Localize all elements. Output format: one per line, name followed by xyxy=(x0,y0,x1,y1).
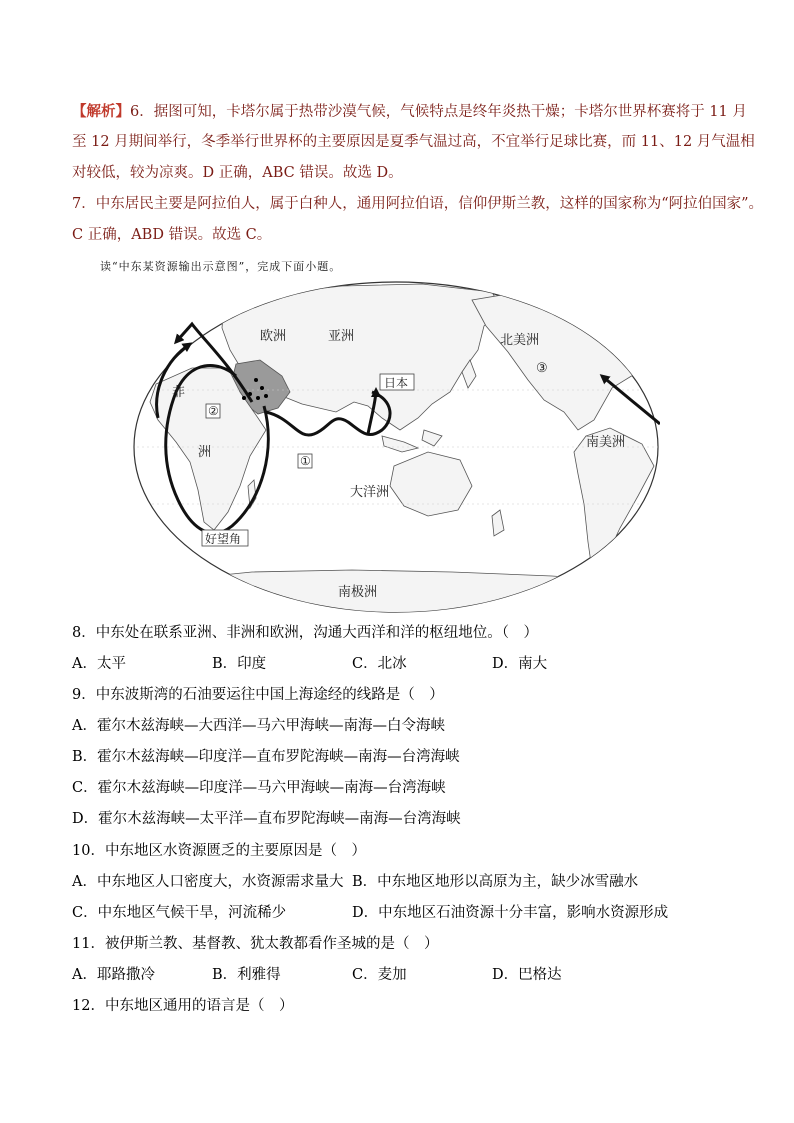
label-africa-1: 非 xyxy=(172,385,186,400)
world-map xyxy=(132,280,660,614)
label-africa-2: 洲 xyxy=(198,445,212,460)
question-8: 8．中东处在联系亚洲、非洲和欧洲，沟通大西洋和洋的枢纽地位。（ ） xyxy=(72,625,538,641)
analysis-line-4: 7．中东居民主要是阿拉伯人，属于白种人，通用阿拉伯语，信仰伊斯兰教，这样的国家称为“阿拉伯国家”。 xyxy=(72,196,764,212)
question-9: 9．中东波斯湾的石油要运往中国上海途经的线路是（ ） xyxy=(72,687,444,703)
label-antarctica: 南极洲 xyxy=(338,585,378,600)
label-route-2: ② xyxy=(208,404,219,418)
q10-option-c: C．中东地区气候干旱，河流稀少 xyxy=(72,905,287,921)
analysis-line-2: 至 12 月期间举行，冬季举行世界杯的主要原因是夏季气温过高，不宜举行足球比赛，而 11、12 月气温相 xyxy=(72,134,755,150)
q11-option-d: D．巴格达 xyxy=(492,967,562,983)
label-south-america: 南美洲 xyxy=(586,435,626,450)
analysis-line-3: 对较低，较为凉爽。D 正确，ABC 错误。故选 D。 xyxy=(72,165,403,181)
label-japan: 日本 xyxy=(384,376,409,390)
q11-option-a: A．耶路撒冷 xyxy=(72,967,155,983)
q8-option-b: B．印度 xyxy=(212,656,267,672)
analysis-line-5: C 正确，ABD 错误。故选 C。 xyxy=(72,227,272,243)
q9-option-c: C．霍尔木兹海峡—印度洋—马六甲海峡—南海—台湾海峡 xyxy=(72,780,446,796)
q10-option-a: A．中东地区人口密度大，水资源需求量大 xyxy=(72,874,344,890)
question-10: 10．中东地区水资源匮乏的主要原因是（ ） xyxy=(72,843,366,859)
q8-option-c: C．北冰 xyxy=(352,656,407,672)
label-route-3: ③ xyxy=(536,361,548,376)
q11-option-c: C．麦加 xyxy=(352,967,407,983)
antarctica-landmass xyxy=(132,570,660,614)
label-cape: 好望角 xyxy=(205,532,242,546)
analysis-line-1-text: 6．据图可知，卡塔尔属于热带沙漠气候，气候特点是终年炎热干燥；卡塔尔世界杯赛将于 11 月 xyxy=(130,104,747,120)
analysis-tag: 【解析】 xyxy=(72,103,130,120)
map-intro: 读“中东某资源输出示意图”，完成下面小题。 xyxy=(100,260,342,273)
q11-option-b: B．利雅得 xyxy=(212,967,281,983)
question-12: 12．中东地区通用的语言是（ ） xyxy=(72,998,294,1014)
answer-analysis xyxy=(72,96,764,251)
label-oceania: 大洋洲 xyxy=(350,485,390,500)
q9-option-b: B．霍尔木兹海峡—印度洋—直布罗陀海峡—南海—台湾海峡 xyxy=(72,749,460,765)
label-route-1: ① xyxy=(300,454,311,468)
q8-option-a: A．太平 xyxy=(72,656,126,672)
label-north-america: 北美洲 xyxy=(500,333,540,348)
q8-option-d: D．南大 xyxy=(492,656,548,672)
q10-option-d: D．中东地区石油资源十分丰富，影响水资源形成 xyxy=(352,905,669,921)
analysis-line-1 xyxy=(72,96,747,127)
label-europe: 欧洲 xyxy=(260,329,287,344)
q9-option-a: A．霍尔木兹海峡—大西洋—马六甲海峡—南海—白令海峡 xyxy=(72,718,445,734)
q9-option-d: D．霍尔木兹海峡—太平洋—直布罗陀海峡—南海—台湾海峡 xyxy=(72,811,461,827)
label-asia: 亚洲 xyxy=(328,329,355,344)
q10-option-b: B．中东地区地形以高原为主，缺少冰雪融水 xyxy=(352,874,639,890)
question-11: 11．被伊斯兰教、基督教、犹太教都看作圣城的是（ ） xyxy=(72,936,439,952)
